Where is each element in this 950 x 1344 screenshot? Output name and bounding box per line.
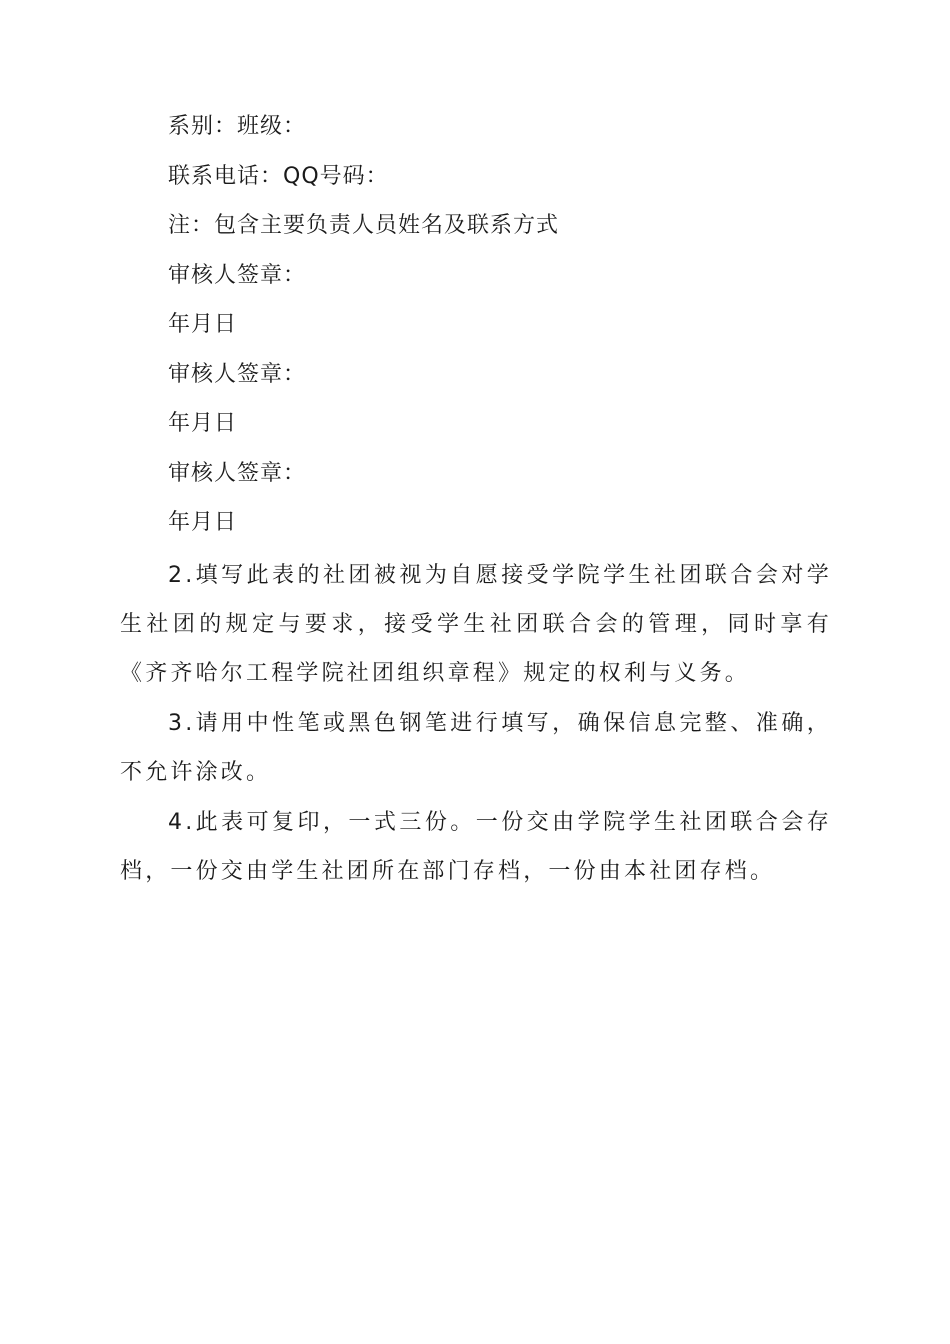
reviewer-signature-label-3: 审核人签章： [168,461,307,486]
date-label-1: 年月日 [168,312,238,337]
note-paragraph-2: 2.填写此表的社团被视为自愿接受学院学生社团联合会对学生社团的规定与要求，接受学生社团联合会的管理，同时享有《齐齐哈尔工程学院社团组织章程》规定的权利与义务。 [120,563,832,686]
note-paragraph-3: 3.请用中性笔或黑色钢笔进行填写，确保信息完整、准确，不允许涂改。 [120,711,832,785]
reviewer-signature-label-1: 审核人签章： [168,263,307,288]
reviewer-signature-label-2: 审核人签章： [168,362,307,387]
phone-qq-label: 联系电话：QQ号码： [168,164,389,189]
department-class-label: 系别：班级： [168,114,307,139]
date-label-3: 年月日 [168,510,238,535]
contact-note: 注：包含主要负责人员姓名及联系方式 [168,213,560,238]
note-paragraph-4: 4.此表可复印，一式三份。一份交由学院学生社团联合会存档，一份交由学生社团所在部门存档，一份由本社团存档。 [120,810,832,884]
date-label-2: 年月日 [168,411,238,436]
